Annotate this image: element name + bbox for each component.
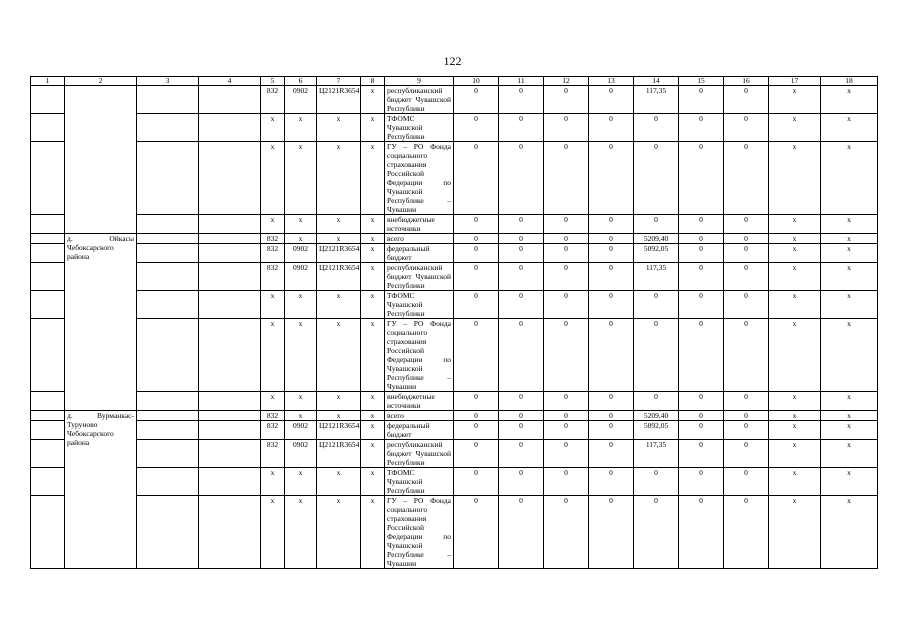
col-1-cell [31,263,65,291]
col-8-cell: x [361,234,385,244]
value-col-16: 0 [724,263,769,291]
value-col-14: 0 [634,468,679,496]
value-col-10: 0 [454,496,499,569]
budget-table [30,76,878,569]
col-4-cell [199,114,261,142]
col-6-cell: x [285,291,317,319]
column-number-7: 7 [317,77,361,86]
value-col-11: 0 [499,263,544,291]
col-8-cell: x [361,496,385,569]
value-col-11: 0 [499,496,544,569]
value-col-10: 0 [454,142,499,215]
column-number-18: 18 [821,77,878,86]
value-col-18: x [821,440,878,468]
col-5-cell: x [261,319,285,392]
value-col-18: x [821,234,878,244]
value-col-18: x [821,142,878,215]
funding-source: внебюджетные источники [385,392,454,411]
value-col-17: x [769,496,821,569]
col-1-cell [31,319,65,392]
object-name: д. Вурманкас-Туруново Чебоксарского района [65,411,137,569]
col-3-cell [137,440,199,468]
column-number-1: 1 [31,77,65,86]
col-7-cell: x [317,114,361,142]
value-col-12: 0 [544,496,589,569]
header-row [31,77,878,86]
col-1-cell [31,392,65,411]
col-6-cell: x [285,319,317,392]
funding-source: ГУ – РО Фонда социального страхования Российской Федерации по Чувашской Республике – Чувашии [385,319,454,392]
col-4-cell [199,468,261,496]
value-col-10: 0 [454,114,499,142]
col-5-cell: x [261,392,285,411]
value-col-10: 0 [454,234,499,244]
col-7-cell: x [317,319,361,392]
column-number-3: 3 [137,77,199,86]
funding-source: республиканский бюджет Чувашской Республики [385,263,454,291]
value-col-10: 0 [454,291,499,319]
value-col-17: x [769,319,821,392]
col-8-cell: x [361,86,385,114]
col-7-cell: x [317,411,361,421]
value-col-12: 0 [544,234,589,244]
column-number-6: 6 [285,77,317,86]
col-4-cell [199,411,261,421]
funding-source: всего [385,234,454,244]
col-7-cell: Ц2121R3654 [317,86,361,114]
col-8-cell: x [361,244,385,263]
value-col-18: x [821,86,878,114]
value-col-16: 0 [724,468,769,496]
value-col-16: 0 [724,142,769,215]
table-row [31,215,878,234]
col-4-cell [199,440,261,468]
value-col-16: 0 [724,421,769,440]
value-col-16: 0 [724,411,769,421]
value-col-18: x [821,263,878,291]
value-col-13: 0 [589,440,634,468]
value-col-18: x [821,215,878,234]
value-col-14: 0 [634,496,679,569]
value-col-11: 0 [499,234,544,244]
col-4-cell [199,86,261,114]
column-numbers-header [31,77,878,86]
col-6-cell: 0902 [285,263,317,291]
table-row [31,234,878,244]
col-4-cell [199,244,261,263]
col-4-cell [199,142,261,215]
col-4-cell [199,496,261,569]
col-8-cell: x [361,392,385,411]
col-1-cell [31,142,65,215]
value-col-12: 0 [544,392,589,411]
value-col-14: 5209,40 [634,234,679,244]
value-col-16: 0 [724,319,769,392]
col-1-cell [31,468,65,496]
value-col-17: x [769,215,821,234]
col-7-cell: Ц2121R3654 [317,244,361,263]
value-col-16: 0 [724,496,769,569]
col-8-cell: x [361,114,385,142]
value-col-17: x [769,440,821,468]
value-col-12: 0 [544,468,589,496]
column-number-15: 15 [679,77,724,86]
value-col-16: 0 [724,244,769,263]
table-row [31,86,878,114]
col-3-cell [137,392,199,411]
table-row [31,440,878,468]
value-col-12: 0 [544,263,589,291]
col-5-cell: 832 [261,440,285,468]
value-col-16: 0 [724,234,769,244]
value-col-12: 0 [544,291,589,319]
value-col-11: 0 [499,244,544,263]
table-row [31,319,878,392]
value-col-15: 0 [679,440,724,468]
col-1-cell [31,291,65,319]
value-col-18: x [821,291,878,319]
col-3-cell [137,114,199,142]
value-col-12: 0 [544,215,589,234]
table-body [31,86,878,569]
col-5-cell: x [261,496,285,569]
col-8-cell: x [361,319,385,392]
col-4-cell [199,392,261,411]
value-col-16: 0 [724,291,769,319]
col-5-cell: x [261,291,285,319]
col-5-cell: x [261,142,285,215]
value-col-15: 0 [679,392,724,411]
funding-source: ТФОМС Чувашской Республики [385,114,454,142]
col-1-cell [31,114,65,142]
column-number-4: 4 [199,77,261,86]
value-col-11: 0 [499,411,544,421]
value-col-17: x [769,291,821,319]
value-col-17: x [769,244,821,263]
col-4-cell [199,319,261,392]
col-3-cell [137,234,199,244]
col-6-cell: x [285,114,317,142]
column-number-17: 17 [769,77,821,86]
value-col-15: 0 [679,319,724,392]
value-col-14: 5092,05 [634,244,679,263]
col-4-cell [199,291,261,319]
table-row [31,411,878,421]
col-6-cell: x [285,411,317,421]
value-col-12: 0 [544,86,589,114]
value-col-15: 0 [679,263,724,291]
value-col-12: 0 [544,114,589,142]
value-col-11: 0 [499,468,544,496]
col-7-cell: x [317,392,361,411]
value-col-11: 0 [499,392,544,411]
value-col-10: 0 [454,468,499,496]
value-col-11: 0 [499,86,544,114]
col-1-cell [31,496,65,569]
col-6-cell: x [285,234,317,244]
value-col-15: 0 [679,421,724,440]
value-col-18: x [821,411,878,421]
col-5-cell: 832 [261,421,285,440]
value-col-12: 0 [544,440,589,468]
value-col-18: x [821,468,878,496]
value-col-15: 0 [679,215,724,234]
col-6-cell: 0902 [285,421,317,440]
value-col-14: 117,35 [634,440,679,468]
col-8-cell: x [361,411,385,421]
value-col-14: 0 [634,319,679,392]
col-7-cell: x [317,215,361,234]
col-3-cell [137,421,199,440]
col-7-cell: x [317,496,361,569]
value-col-15: 0 [679,468,724,496]
col-8-cell: x [361,291,385,319]
col-1-cell [31,421,65,440]
value-col-10: 0 [454,263,499,291]
col-7-cell: x [317,234,361,244]
value-col-12: 0 [544,142,589,215]
value-col-11: 0 [499,421,544,440]
funding-source: республиканский бюджет Чувашской Республики [385,86,454,114]
col-3-cell [137,244,199,263]
col-3-cell [137,263,199,291]
table-row [31,142,878,215]
col-3-cell [137,496,199,569]
value-col-17: x [769,392,821,411]
value-col-15: 0 [679,291,724,319]
value-col-13: 0 [589,496,634,569]
column-number-16: 16 [724,77,769,86]
value-col-11: 0 [499,114,544,142]
value-col-13: 0 [589,244,634,263]
table-row [31,496,878,569]
col-6-cell: x [285,142,317,215]
funding-source: федеральный бюджет [385,244,454,263]
value-col-10: 0 [454,215,499,234]
funding-source: всего [385,411,454,421]
col-6-cell: 0902 [285,244,317,263]
value-col-13: 0 [589,421,634,440]
value-col-10: 0 [454,244,499,263]
value-col-17: x [769,86,821,114]
column-number-10: 10 [454,77,499,86]
value-col-17: x [769,263,821,291]
col-5-cell: 832 [261,411,285,421]
value-col-15: 0 [679,244,724,263]
column-number-11: 11 [499,77,544,86]
funding-source: ГУ – РО Фонда социального страхования Российской Федерации по Чувашской Республике – Чувашии [385,496,454,569]
value-col-13: 0 [589,291,634,319]
column-number-5: 5 [261,77,285,86]
col-5-cell: x [261,468,285,496]
value-col-14: 0 [634,114,679,142]
table-row [31,392,878,411]
col-6-cell: x [285,392,317,411]
col-3-cell [137,142,199,215]
funding-source: федеральный бюджет [385,421,454,440]
value-col-14: 5209,40 [634,411,679,421]
col-7-cell: Ц2121R3654 [317,421,361,440]
column-number-14: 14 [634,77,679,86]
funding-source: ТФОМС Чувашской Республики [385,291,454,319]
funding-source: ГУ – РО Фонда социального страхования Российской Федерации по Чувашской Республике – Чувашии [385,142,454,215]
value-col-10: 0 [454,319,499,392]
value-col-13: 0 [589,142,634,215]
value-col-17: x [769,468,821,496]
col-7-cell: Ц2121R3654 [317,263,361,291]
col-7-cell: x [317,291,361,319]
value-col-12: 0 [544,244,589,263]
col-6-cell: x [285,496,317,569]
col-8-cell: x [361,263,385,291]
col-3-cell [137,411,199,421]
col-8-cell: x [361,142,385,215]
value-col-14: 0 [634,291,679,319]
column-number-13: 13 [589,77,634,86]
page-number: 122 [443,54,462,68]
col-1-cell [31,411,65,421]
col-7-cell: x [317,468,361,496]
column-number-12: 12 [544,77,589,86]
value-col-17: x [769,142,821,215]
col-3-cell [137,319,199,392]
funding-source: внебюджетные источники [385,215,454,234]
value-col-15: 0 [679,234,724,244]
col-1-cell [31,440,65,468]
value-col-13: 0 [589,411,634,421]
value-col-11: 0 [499,319,544,392]
value-col-18: x [821,421,878,440]
value-col-13: 0 [589,234,634,244]
value-col-15: 0 [679,142,724,215]
column-number-8: 8 [361,77,385,86]
value-col-14: 117,35 [634,263,679,291]
col-1-cell [31,215,65,234]
col-5-cell: 832 [261,244,285,263]
col-4-cell [199,421,261,440]
value-col-10: 0 [454,440,499,468]
value-col-18: x [821,114,878,142]
value-col-18: x [821,319,878,392]
value-col-16: 0 [724,114,769,142]
col-6-cell: 0902 [285,86,317,114]
value-col-17: x [769,234,821,244]
value-col-18: x [821,392,878,411]
value-col-17: x [769,421,821,440]
table-row [31,114,878,142]
table-row [31,291,878,319]
col-8-cell: x [361,215,385,234]
value-col-14: 5092,05 [634,421,679,440]
value-col-18: x [821,244,878,263]
value-col-12: 0 [544,421,589,440]
value-col-14: 0 [634,215,679,234]
value-col-11: 0 [499,291,544,319]
col-5-cell: 832 [261,263,285,291]
value-col-10: 0 [454,392,499,411]
col-5-cell: x [261,215,285,234]
col-5-cell: 832 [261,86,285,114]
table-row [31,263,878,291]
col-8-cell: x [361,440,385,468]
col-2-cell [65,86,137,234]
value-col-14: 117,35 [634,86,679,114]
table-row [31,244,878,263]
value-col-13: 0 [589,263,634,291]
col-1-cell [31,244,65,263]
col-1-cell [31,86,65,114]
value-col-17: x [769,114,821,142]
value-col-16: 0 [724,392,769,411]
value-col-13: 0 [589,114,634,142]
col-6-cell: 0902 [285,440,317,468]
col-6-cell: x [285,468,317,496]
value-col-16: 0 [724,440,769,468]
value-col-15: 0 [679,86,724,114]
value-col-11: 0 [499,215,544,234]
value-col-15: 0 [679,496,724,569]
object-name: д. Ойкасы Чебоксарского района [65,234,137,411]
col-3-cell [137,215,199,234]
value-col-10: 0 [454,411,499,421]
col-7-cell: x [317,142,361,215]
value-col-16: 0 [724,86,769,114]
value-col-13: 0 [589,86,634,114]
col-4-cell [199,234,261,244]
col-4-cell [199,263,261,291]
column-number-9: 9 [385,77,454,86]
value-col-12: 0 [544,319,589,392]
value-col-13: 0 [589,468,634,496]
value-col-13: 0 [589,319,634,392]
value-col-12: 0 [544,411,589,421]
value-col-18: x [821,496,878,569]
col-1-cell [31,234,65,244]
value-col-11: 0 [499,142,544,215]
col-4-cell [199,215,261,234]
col-8-cell: x [361,421,385,440]
value-col-15: 0 [679,114,724,142]
value-col-13: 0 [589,215,634,234]
col-3-cell [137,86,199,114]
value-col-14: 0 [634,392,679,411]
value-col-15: 0 [679,411,724,421]
value-col-10: 0 [454,421,499,440]
col-3-cell [137,468,199,496]
value-col-14: 0 [634,142,679,215]
col-5-cell: 832 [261,234,285,244]
value-col-10: 0 [454,86,499,114]
table-row [31,421,878,440]
funding-source: ТФОМС Чувашской Республики [385,468,454,496]
table-row [31,468,878,496]
funding-source: республиканский бюджет Чувашской Республики [385,440,454,468]
value-col-11: 0 [499,440,544,468]
value-col-13: 0 [589,392,634,411]
col-6-cell: x [285,215,317,234]
col-5-cell: x [261,114,285,142]
column-number-2: 2 [65,77,137,86]
col-3-cell [137,291,199,319]
col-7-cell: Ц2121R3654 [317,440,361,468]
value-col-16: 0 [724,215,769,234]
value-col-17: x [769,411,821,421]
col-8-cell: x [361,468,385,496]
